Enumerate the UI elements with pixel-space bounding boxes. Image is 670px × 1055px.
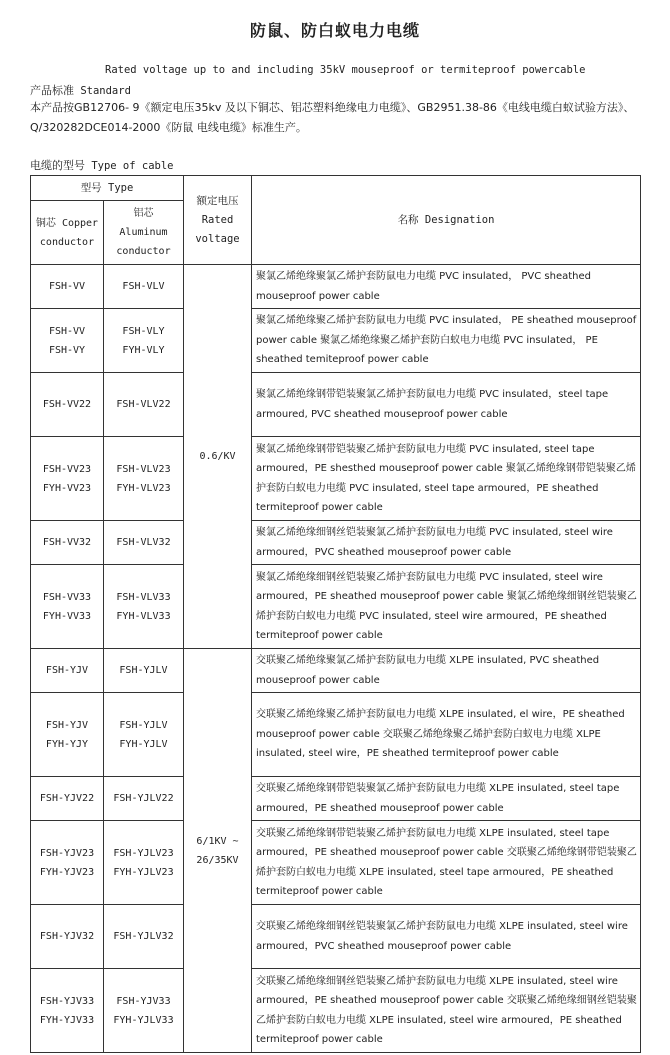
aluminum-type-cell: FSH-YJLV FYH-YJLV [104,693,184,777]
standard-description: 本产品按GB12706- 9《额定电压35kv 及以下铜芯、铝芯塑料绝缘电力电缆》、GB2951.38-86《电线电缆白蚁试验方法》、Q/320282DCE014-2000《防鼠 电线电缆》标准生产。 [30,101,635,134]
voltage-header-en: Rated voltage [195,213,240,245]
voltage-header [184,176,252,265]
table-caption-en: Type of cable [91,160,174,172]
table-row [31,309,641,373]
designation-cell: 交联聚乙烯绝缘钢带铠装聚乙烯护套防鼠电力电缆 XLPE insulated, steel tape armoured，PE sheathed mouseproof power cable 交联聚乙烯绝缘钢带铠装聚乙烯护套防白蚁电力电缆 XLPE insulated, steel tape armoured，PE sheathed termiteproof power cable [252,821,641,905]
copper-type-cell: FSH-YJV32 [31,905,104,969]
type-header [31,176,184,201]
aluminum-type-cell: FSH-VLV22 [104,373,184,437]
copper-type-cell: FSH-YJV22 [31,777,104,821]
copper-type-cell: FSH-VV32 [31,521,104,565]
english-subtitle: Rated voltage up to and including 35kV mouseproof or termiteproof powercable [105,64,586,76]
table-row [31,693,641,777]
aluminum-header [104,201,184,265]
designation-cell: 聚氯乙烯绝缘钢带铠装聚乙烯护套防鼠电力电缆 PVC insulated, steel tape armoured，PE shesthed mouseproof power cable 聚氯乙烯绝缘钢带铠装聚乙烯护套防白蚁电力电缆 PVC insulated, steel tape armoured，PE sheathed termiteproof power cable [252,437,641,521]
aluminum-type-cell: FSH-YJLV23 FYH-YJLV23 [104,821,184,905]
cable-type-table [30,175,641,1053]
aluminum-header-cn: 铝芯 [133,208,154,219]
designation-cell: 聚氯乙烯绝缘聚氯乙烯护套防鼠电力电缆 PVC insulated， PVC sheathed mouseproof power cable [252,265,641,309]
aluminum-type-cell: FSH-YJLV22 [104,777,184,821]
designation-cell: 交联聚乙烯绝缘聚乙烯护套防鼠电力电缆 XLPE insulated, el wire，PE sheathed mouseproof power cable 交联聚乙烯绝缘聚乙烯护套防白蚁电力电缆 XLPE insulated, steel wire，PE sheathed termiteproof power cable [252,693,641,777]
designation-header [252,176,641,265]
voltage-cell: 6/1KV ~ 26/35KV [184,649,252,1053]
table-row [31,437,641,521]
type-header-cn: 型号 [80,181,102,194]
designation-header-cn: 名称 [397,213,419,226]
table-caption [30,157,174,173]
designation-cell: 聚氯乙烯绝缘钢带铠装聚氯乙烯护套防鼠电力电缆 PVC insulated，steel tape armoured, PVC sheathed mouseproof power cable [252,373,641,437]
table-row [31,565,641,649]
table-row [31,649,641,693]
copper-type-cell: FSH-VV33 FYH-VV33 [31,565,104,649]
designation-cell: 交联聚乙烯绝缘钢带铠装聚氯乙烯护套防鼠电力电缆 XLPE insulated, steel tape armoured，PE sheathed mouseproof power cable [252,777,641,821]
table-row [31,969,641,1053]
aluminum-type-cell: FSH-YJV33 FYH-YJLV33 [104,969,184,1053]
copper-type-cell: FSH-YJV FYH-YJY [31,693,104,777]
type-header-en: Type [108,181,134,194]
standard-label-en: Standard [80,85,131,97]
aluminum-header-en: Aluminum conductor [116,227,171,257]
table-caption-cn: 电缆的型号 [30,159,85,172]
designation-cell: 交联聚乙烯绝缘细钢丝铠装聚氯乙烯护套防鼠电力电缆 XLPE insulated, steel wire armoured，PVC sheathed mouseproof power cable [252,905,641,969]
table-row [31,521,641,565]
aluminum-type-cell: FSH-VLV23 FYH-VLV23 [104,437,184,521]
table-row [31,905,641,969]
designation-cell: 交联聚乙烯绝缘细钢丝铠装聚乙烯护套防鼠电力电缆 XLPE insulated, steel wire armoured，PE sheathed mouseproof power cable 交联聚乙烯绝缘细钢丝铠装聚乙烯护套防白蚁电力电缆 XLPE insulated, steel wire armoured，PE sheathed termiteproof power cable [252,969,641,1053]
copper-type-cell: FSH-VV23 FYH-VV23 [31,437,104,521]
copper-type-cell: FSH-YJV [31,649,104,693]
aluminum-type-cell: FSH-VLV33 FYH-VLV33 [104,565,184,649]
aluminum-type-cell: FSH-VLV [104,265,184,309]
table-row [31,777,641,821]
aluminum-type-cell: FSH-VLY FYH-VLY [104,309,184,373]
copper-type-cell: FSH-YJV23 FYH-YJV23 [31,821,104,905]
designation-header-en: Designation [424,213,495,226]
copper-type-cell: FSH-YJV33 FYH-YJV33 [31,969,104,1053]
page-title: 防鼠、防白蚁电力电缆 [249,21,420,40]
copper-type-cell: FSH-VV22 [31,373,104,437]
aluminum-type-cell: FSH-YJLV32 [104,905,184,969]
designation-cell: 交联聚乙烯绝缘聚氯乙烯护套防鼠电力电缆 XLPE insulated, PVC sheathed mouseproof power cable [252,649,641,693]
aluminum-type-cell: FSH-YJLV [104,649,184,693]
copper-header-cn: 铜芯 [35,217,56,229]
table-row [31,265,641,309]
copper-header-en: Copper conductor [39,217,99,248]
copper-type-cell: FSH-VV FSH-VY [31,309,104,373]
standard-line [30,82,131,98]
voltage-header-cn: 额定电压 [196,194,239,207]
table-row [31,373,641,437]
copper-header [31,201,104,265]
copper-type-cell: FSH-VV [31,265,104,309]
table-row [31,821,641,905]
standard-label-cn: 产品标准 [30,84,74,97]
designation-cell: 聚氯乙烯绝缘细钢丝铠装聚氯乙烯护套防鼠电力电缆 PVC insulated, steel wire armoured，PVC sheathed mouseproof power cable [252,521,641,565]
aluminum-type-cell: FSH-VLV32 [104,521,184,565]
designation-cell: 聚氯乙烯绝缘细钢丝铠装聚乙烯护套防鼠电力电缆 PVC insulated, steel wire armoured，PE sheathed mouseproof power cable 聚氯乙烯绝缘细钢丝铠装聚乙烯护套防白蚁电力电缆 PVC insulated, steel wire armoured，PE sheathed termiteproof power cable [252,565,641,649]
designation-cell: 聚氯乙烯绝缘聚乙烯护套防鼠电力电缆 PVC insulated， PE sheathed mouseproof power cable 聚氯乙烯绝缘聚乙烯护套防白蚁电力电缆 PVC insulated， PE sheathed temiteproof power cable [252,309,641,373]
voltage-cell: 0.6/KV [184,265,252,649]
